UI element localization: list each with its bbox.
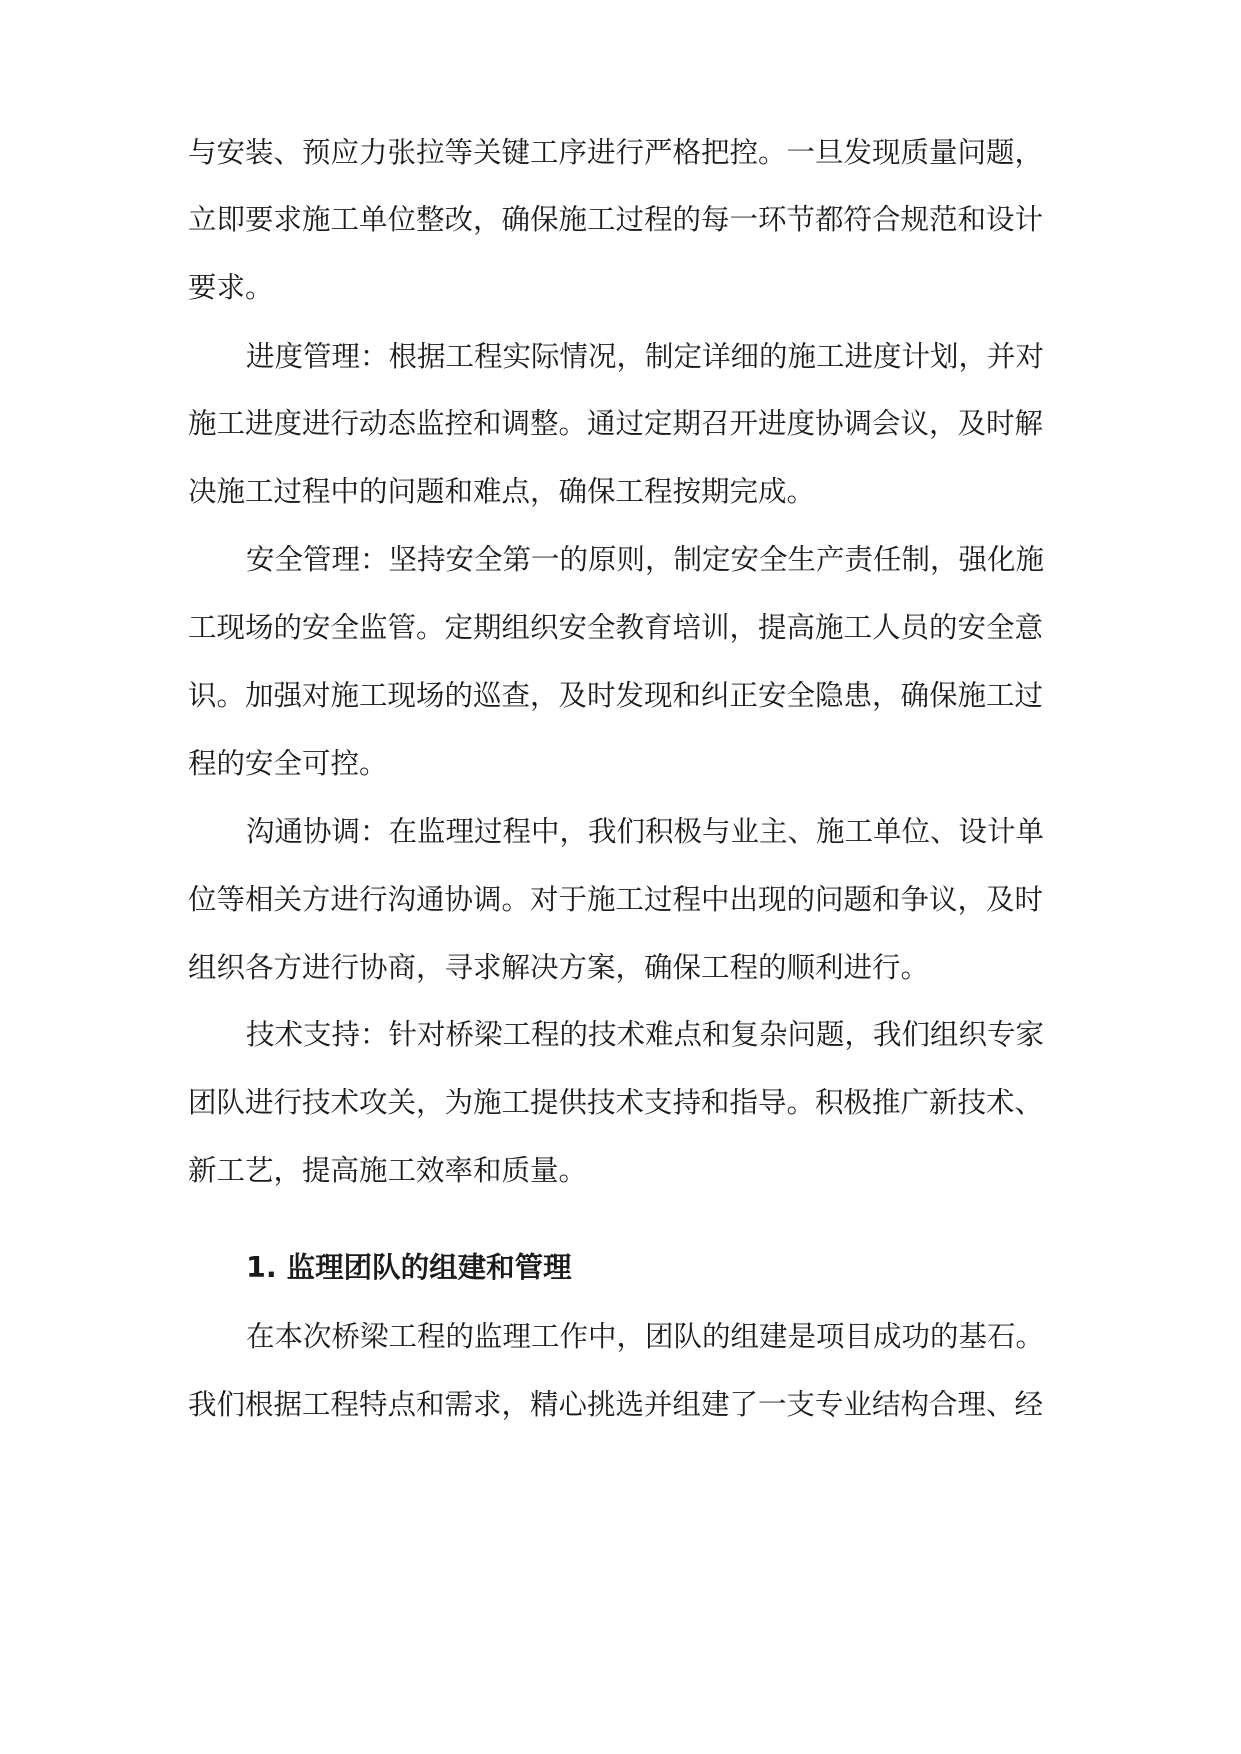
paragraph-line: 程的安全可控。 xyxy=(188,747,388,780)
paragraph-line: 在本次桥梁工程的监理工作中，团队的组建是项目成功的基石。 xyxy=(246,1320,1045,1353)
paragraph-line: 立即要求施工单位整改，确保施工过程的每一环节都符合规范和设计 xyxy=(188,203,1044,236)
paragraph-line: 团队进行技术攻关，为施工提供技术支持和指导。积极推广新技术、 xyxy=(188,1086,1044,1119)
paragraph-line: 沟通协调：在监理过程中，我们积极与业主、施工单位、设计单 xyxy=(246,815,1045,848)
paragraph-line: 施工进度进行动态监控和调整。通过定期召开进度协调会议，及时解 xyxy=(188,407,1044,440)
paragraph-line: 组织各方进行协商，寻求解决方案，确保工程的顺利进行。 xyxy=(188,951,930,984)
section-heading: 1. 监理团队的组建和管理 xyxy=(246,1251,572,1284)
document-body xyxy=(188,0,1058,1754)
paragraph-line: 工现场的安全监管。定期组织安全教育培训，提高施工人员的安全意 xyxy=(188,611,1044,644)
paragraph-line: 安全管理：坚持安全第一的原则，制定安全生产责任制，强化施 xyxy=(246,543,1045,576)
paragraph-line: 技术支持：针对桥梁工程的技术难点和复杂问题，我们组织专家 xyxy=(246,1018,1045,1051)
paragraph-line: 与安装、预应力张拉等关键工序进行严格把控。一旦发现质量问题， xyxy=(188,136,1044,169)
paragraph-line: 识。加强对施工现场的巡查，及时发现和纠正安全隐患，确保施工过 xyxy=(188,679,1044,712)
paragraph-line: 要求。 xyxy=(188,271,274,304)
paragraph-line: 位等相关方进行沟通协调。对于施工过程中出现的问题和争议，及时 xyxy=(188,883,1044,916)
paragraph-line: 我们根据工程特点和需求，精心挑选并组建了一支专业结构合理、经 xyxy=(188,1388,1044,1421)
paragraph-line: 进度管理：根据工程实际情况，制定详细的施工进度计划，并对 xyxy=(246,340,1045,373)
paragraph-line: 新工艺，提高施工效率和质量。 xyxy=(188,1154,588,1187)
paragraph-line: 决施工过程中的问题和难点，确保工程按期完成。 xyxy=(188,475,816,508)
